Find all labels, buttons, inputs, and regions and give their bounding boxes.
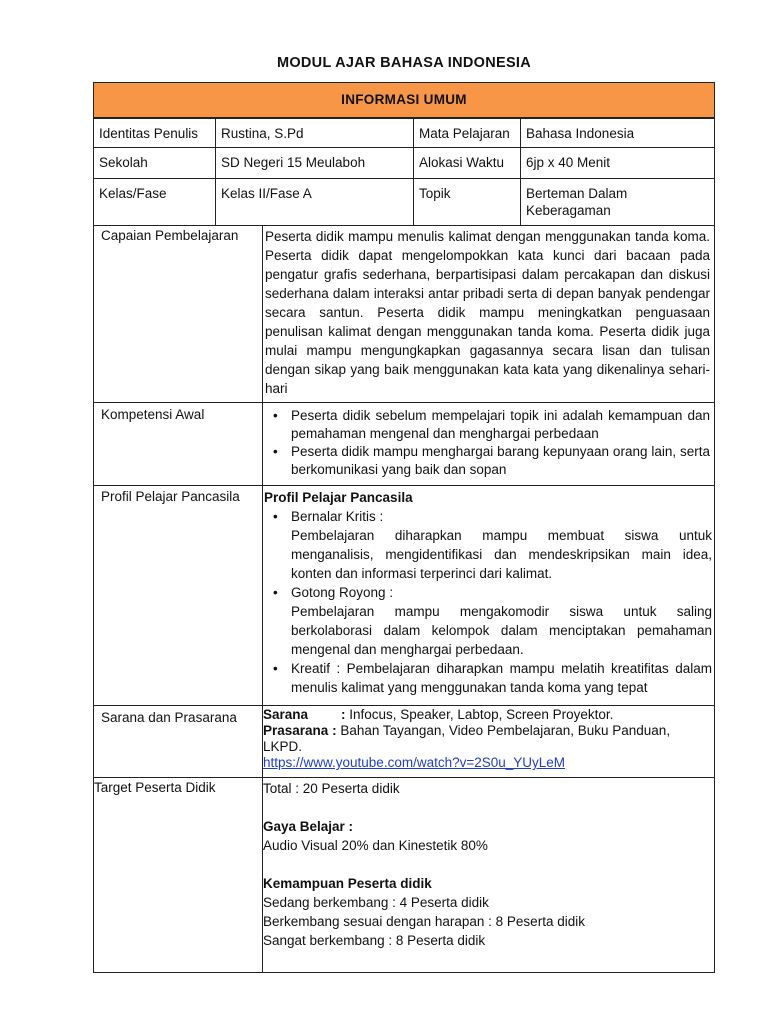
kompetensi-awal-content [262, 402, 715, 486]
label-alokasi-waktu: Alokasi Waktu [413, 147, 521, 179]
section-header-informasi-umum: INFORMASI UMUM [93, 82, 715, 118]
label-mata-pelajaran: Mata Pelajaran [413, 118, 521, 148]
label-sekolah: Sekolah [93, 147, 216, 179]
document-title: MODUL AJAR BAHASA INDONESIA [276, 55, 532, 71]
kemampuan-item: Sedang berkembang : 4 Peserta didik [263, 895, 489, 910]
value-kelas-fase: Kelas II/Fase A [215, 178, 414, 226]
value-alokasi-waktu: 6jp x 40 Menit [520, 147, 715, 179]
value-sekolah: SD Negeri 15 Meulaboh [215, 147, 414, 179]
profil-item-title: • Gotong Royong : [291, 585, 394, 600]
label-capaian-pembelajaran: Capaian Pembelajaran [93, 225, 263, 403]
label-profil-pelajar-pancasila: Profil Pelajar Pancasila [93, 485, 263, 706]
label-target-peserta-didik: Target Peserta Didik [93, 777, 263, 973]
profil-item-text: Pembelajaran mampu mengakomodir siswa untuk saling berkolaborasi dalam kelompok dalam menciptakan pemahaman mengenal dan menghargai perbedaan. [291, 604, 712, 657]
profil-item-text: Pembelajaran diharapkan mampu membuat siswa untuk menganalisis, mengidentifikasi dan mendeskripsikan main idea, konten dan informasi terperinci dari kalimat. [291, 528, 712, 581]
target-peserta-didik-content [262, 777, 715, 973]
kemampuan-item: Sangat berkembang : 8 Peserta didik [263, 933, 486, 948]
prasarana-value: Bahan Tayangan, Video Pembelajaran, Buku Panduan, LKPD. [263, 723, 671, 754]
prasarana-line: Prasarana : Bahan Tayangan, Video Pembelajaran, Buku Panduan, LKPD. [263, 723, 671, 754]
label-identitas-penulis: Identitas Penulis [93, 118, 216, 148]
gaya-belajar-text: Audio Visual 20% dan Kinestetik 80% [263, 838, 488, 853]
youtube-link[interactable]: https://www.youtube.com/watch?v=2S0u_YUyLeM [263, 755, 566, 770]
prasarana-label: Prasarana [263, 723, 329, 738]
label-kelas-fase: Kelas/Fase [93, 178, 216, 226]
value-identitas-penulis: Rustina, S.Pd [215, 118, 414, 148]
label-topik: Topik [413, 178, 521, 226]
profil-item-bernalar-kritis [263, 507, 712, 583]
kemampuan-item: Berkembang sesuai dengan harapan : 8 Peserta didik [263, 914, 585, 929]
label-sarana-prasarana [93, 705, 263, 778]
gaya-belajar-heading: Gaya Belajar : [263, 819, 354, 834]
sarana-line: Sarana : Infocus, Speaker, Labtop, Screen Proyektor. [263, 707, 614, 722]
sarana-value: Infocus, Speaker, Labtop, Screen Proyektor. [349, 707, 614, 722]
profil-item-title: • Bernalar Kritis : [291, 509, 384, 524]
capaian-pembelajaran-text: Peserta didik mampu menulis kalimat dengan menggunakan tanda koma. Peserta didik dapat mengelompokkan kata kunci dari bacaan pada pengatur grafis sederhana, berpartisipasi dalam percakapan dan diskusi sederhana dalam interaksi antar pribadi serta di depan banyak pendengar secara santun. Peserta didik mampu meningkatkan penguasaan penulisan kalimat dengan menggunakan tanda koma. Peserta didik juga mulai mampu mengungkapkan gagasannya secara lisan dan tulisan dengan sikap yang baik menggunakan kata kata yang dikenalinya sehari-hari [262, 225, 715, 403]
profil-heading: Profil Pelajar Pancasila [264, 490, 413, 505]
target-total: Total : 20 Peserta didik [263, 781, 400, 796]
kemampuan-heading: Kemampuan Peserta didik [263, 876, 432, 891]
sarana-prasarana-content [262, 705, 715, 778]
profil-item-gotong-royong [263, 583, 712, 659]
value-topik: Berteman Dalam Keberagaman [520, 178, 715, 226]
sarana-label: Sarana [263, 707, 309, 722]
profil-item-kreatif: • Kreatif : Pembelajaran diharapkan mampu melatih kreatifitas dalam menulis kalimat yang menggunakan tanda koma yang tepat [263, 659, 712, 697]
kompetensi-item: • Peserta didik sebelum mempelajari topik ini adalah kemampuan dan pemahaman mengenal dan menghargai perbedaan [263, 407, 710, 443]
kompetensi-item: • Peserta didik mampu menghargai barang kepunyaan orang lain, serta berkomunikasi yang baik dan sopan [263, 443, 710, 479]
label-sarana-prasarana-text: Sarana dan Prasarana [101, 710, 237, 725]
label-kompetensi-awal: Kompetensi Awal [93, 402, 263, 486]
value-mata-pelajaran: Bahasa Indonesia [520, 118, 715, 148]
profil-pelajar-pancasila-content [262, 485, 715, 706]
